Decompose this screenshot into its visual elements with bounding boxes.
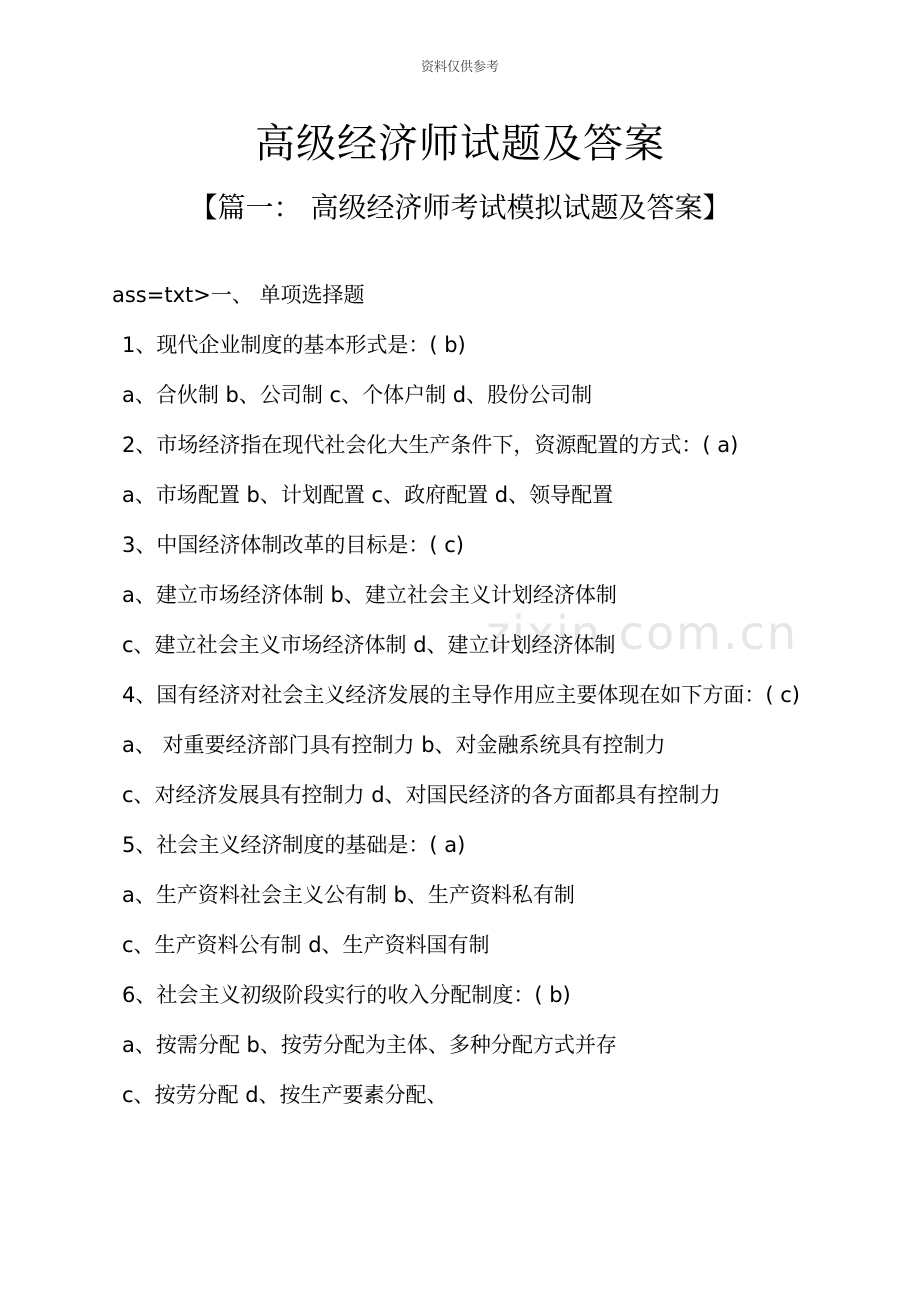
question-4: 4、国有经济对社会主义经济发展的主导作用应主要体现在如下方面：( c) [122, 683, 800, 707]
options-2: a、市场配置 b、计划配置 c、政府配置 d、领导配置 [122, 483, 614, 507]
question-1: 1、现代企业制度的基本形式是：( b) [122, 333, 466, 357]
options-5a: a、生产资料社会主义公有制 b、生产资料私有制 [122, 883, 575, 907]
question-3: 3、中国经济体制改革的目标是：( c) [122, 533, 464, 557]
options-3a: a、建立市场经济体制 b、建立社会主义计划经济体制 [122, 583, 617, 607]
options-3b: c、建立社会主义市场经济体制 d、建立计划经济体制 [122, 633, 616, 657]
watermark: zixin.com.cn [486, 606, 799, 660]
document-subtitle: 【篇一： 高级经济师考试模拟试题及答案】 [189, 191, 731, 224]
section-heading: ass=txt>一、 单项选择题 [112, 283, 365, 307]
header-note: 资料仅供参考 [420, 60, 499, 75]
options-4b: c、对经济发展具有控制力 d、对国民经济的各方面都具有控制力 [122, 783, 721, 807]
options-6a: a、按需分配 b、按劳分配为主体、多种分配方式并存 [122, 1033, 617, 1057]
question-list [0, 280, 920, 1130]
question-2: 2、市场经济指在现代社会化大生产条件下，资源配置的方式：( a) [122, 433, 739, 457]
options-4a: a、 对重要经济部门具有控制力 b、对金融系统具有控制力 [122, 733, 666, 757]
options-6b: c、按劳分配 d、按生产要素分配、 [122, 1083, 448, 1107]
options-5b: c、生产资料公有制 d、生产资料国有制 [122, 933, 490, 957]
question-5: 5、社会主义经济制度的基础是：( a) [122, 833, 466, 857]
document-title: 高级经济师试题及答案 [255, 121, 665, 167]
options-1: a、合伙制 b、公司制 c、个体户制 d、股份公司制 [122, 383, 593, 407]
question-6: 6、社会主义初级阶段实行的收入分配制度：( b) [122, 983, 571, 1007]
